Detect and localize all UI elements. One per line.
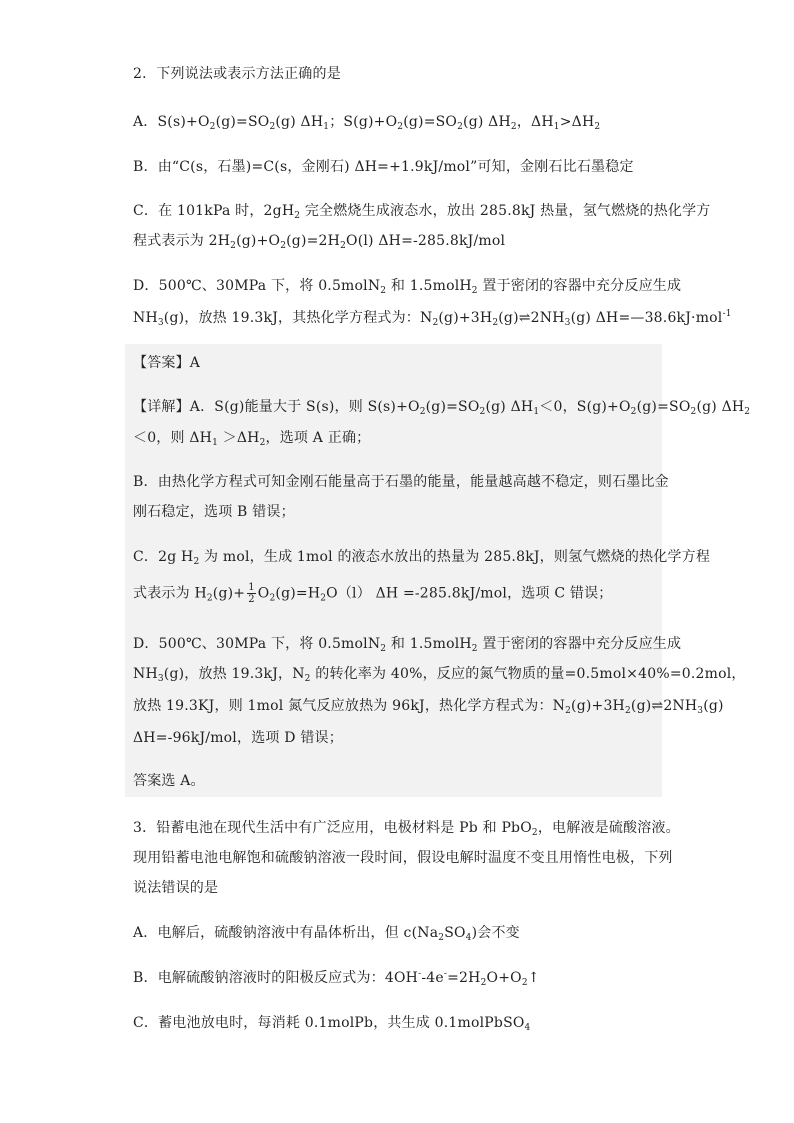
fraction-one-half: $\frac{1}{2}$ <box>248 582 255 605</box>
question-2-option-d-line-1: D．500℃、30MPa 下，将 0.5molN$_2$ 和 1.5molH$_2$ 置于密闭的容器中充分反应生成 <box>133 278 682 296</box>
question-3-stem-line-1: 3．铅蓄电池在现代生活中有广泛应用，电极材料是 Pb 和 PbO$_2$，电解液是硫酸溶液。 <box>133 820 680 838</box>
detail-d-line-2: $NH_3(g)$，放热 19.3kJ，$N_2$ 的转化率为 40%，反应的氮气物质的量=0.5mol×40%=0.2mol， <box>133 666 746 684</box>
detail-b-line-1: B．由热化学方程式可知金刚石能量高于石墨的能量，能量越高越不稳定，则石墨比金 <box>133 474 669 490</box>
detail-b-line-2: 刚石稳定，选项 B 错误； <box>133 504 295 520</box>
answer-line: 【答案】A <box>133 355 201 371</box>
question-3-stem-line-2: 现用铅蓄电池电解饱和硫酸钠溶液一段时间，假设电解时温度不变且用惰性电极，下列 <box>133 850 673 866</box>
conclusion-line: 答案选 A。 <box>133 773 205 789</box>
detail-d-line-1: D．500℃、30MPa 下，将 0.5molN$_2$ 和 1.5molH$_2$ 置于密闭的容器中充分反应生成 <box>133 636 682 654</box>
detail-a-line-2: ＜0，则 $\Delta H_1 >\Delta H_2$，选项 A 正确； <box>133 430 371 448</box>
detail-c-line-2: 式表示为 $H_2(g)+$ $\frac{1}{2}$ $O_2(g)=H_2O(l)$ ΔH =-285.8kJ/mol，选项 C 错误； <box>133 582 613 605</box>
question-2-option-b: B．由“C(s，石墨)=C(s，金刚石) ΔH=+1.9kJ/mol”可知，金刚石比石墨稳定 <box>133 159 634 175</box>
question-2-option-c-line-1: C．在 101kPa 时，$2gH_2$ 完全燃烧生成液态水，放出 285.8kJ 热量，氢气燃烧的热化学方 <box>133 203 711 221</box>
detail-d-line-3: 放热 19.3KJ，则 1mol 氮气反应放热为 96kJ，热化学方程式为：$N_2(g)+3H_2(g)\rightleftharpoons 2NH_3(g)$ <box>133 698 724 716</box>
detail-d-line-4: ΔH=-96kJ/mol，选项 D 错误； <box>133 730 343 746</box>
question-3-option-b: B．电解硫酸钠溶液时的阳极反应式为：$4OH^--4e^-=2H_2O+O_2↑$ <box>133 969 540 988</box>
question-3-stem-line-3: 说法错误的是 <box>133 880 219 896</box>
question-3-option-c: C．蓄电池放电时，每消耗 0.1molPb，共生成 0.1molPbSO$_4$ <box>133 1015 531 1033</box>
detail-a-line-1: 【详解】A．S(g)能量大于 S(s)，则 $S(s)+O_2(g)=SO_2(g)$ $\Delta H_1<0$，$S(g)+O_2(g)=SO_2(g)$ $\Delta H_2$ <box>133 399 751 417</box>
detail-c-line-1: C．2g $H_2$ 为 mol，生成 1mol 的液态水放出的热量为 285.8kJ，则氢气燃烧的热化学方程 <box>133 549 711 567</box>
question-2-option-c-line-2: 程式表示为 $2H_2(g)+O_2(g)=2H_2O(l)$ ΔH=-285.8kJ/mol <box>133 233 506 251</box>
question-2-option-d-line-2: $NH_3(g)$，放热 19.3kJ，其热化学方程式为：$N_2(g)+3H_2(g)\rightleftharpoons 2NH_3(g)$ ΔH=—38.6kJ·mol$^{-1}$ <box>133 309 732 328</box>
question-2-option-a: A．$S(s)+O_2(g)=SO_2(g)$ $\Delta H_1$；$S(g)+O_2(g)=SO_2(g)$ $\Delta H_2$，$\Delta H_1>\Delta H_2$ <box>133 114 601 132</box>
question-3-option-a: A．电解后，硫酸钠溶液中有晶体析出，但 $c(Na_2SO_4)$会不变 <box>133 925 520 943</box>
question-2-stem: 2．下列说法或表示方法正确的是 <box>133 66 341 82</box>
